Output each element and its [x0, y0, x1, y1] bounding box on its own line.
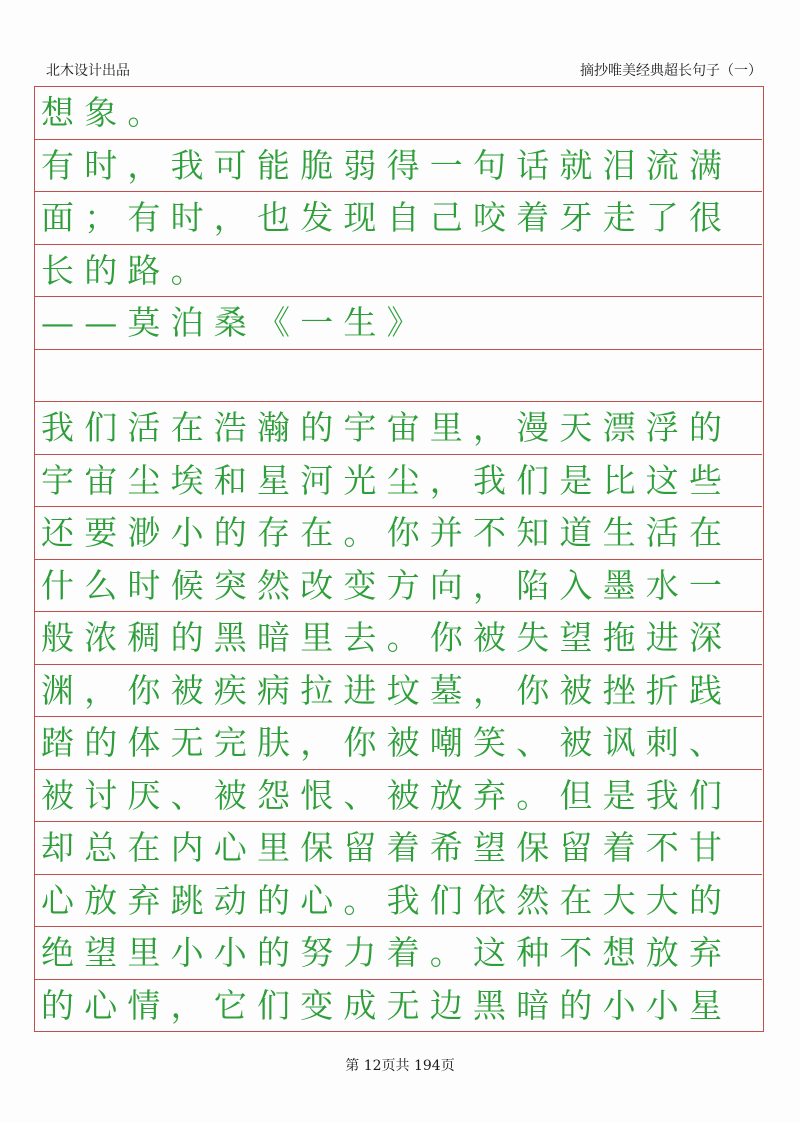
grid-line: 般浓稠的黑暗里去。你被失望拖进深	[35, 612, 762, 665]
page-number: 第 12页共 194页	[345, 1058, 455, 1074]
grid-line: 还要渺小的存在。你并不知道生活在	[35, 507, 762, 560]
grid-line: 踏的体无完肤，你被嘲笑、被讽刺、	[35, 717, 762, 770]
grid-line: 却总在内心里保留着希望保留着不甘	[35, 822, 762, 875]
grid-line: 有时，我可能脆弱得一句话就泪流满	[35, 140, 762, 193]
grid-line: 被讨厌、被怨恨、被放弃。但是我们	[35, 770, 762, 823]
document-title: 摘抄唯美经典超长句子（一）	[580, 63, 762, 79]
grid-line: 的心情，它们变成无边黑暗的小小星	[41, 985, 733, 1025]
grid-line: 宇宙尘埃和星河光尘，我们是比这些	[35, 455, 762, 508]
grid-line: 我们活在浩瀚的宇宙里，漫天漂浮的	[35, 402, 762, 455]
publisher-label: 北木设计出品	[46, 63, 130, 79]
grid-line: ——莫泊桑《一生》	[35, 297, 762, 350]
grid-line: 长的路。	[35, 245, 762, 298]
grid-line: 什么时候突然改变方向，陷入墨水一	[35, 560, 762, 613]
grid-line: 绝望里小小的努力着。这种不想放弃	[35, 927, 762, 980]
grid-line: 心放弃跳动的心。我们依然在大大的	[35, 875, 762, 928]
grid-line-empty	[35, 350, 762, 403]
grid-line: 渊，你被疾病拉进坟墓，你被挫折践	[35, 665, 762, 718]
writing-grid	[34, 86, 764, 1032]
grid-line: 想象。	[35, 87, 762, 140]
grid-line: 面；有时，也发现自己咬着牙走了很	[35, 192, 762, 245]
page-header	[46, 58, 762, 82]
